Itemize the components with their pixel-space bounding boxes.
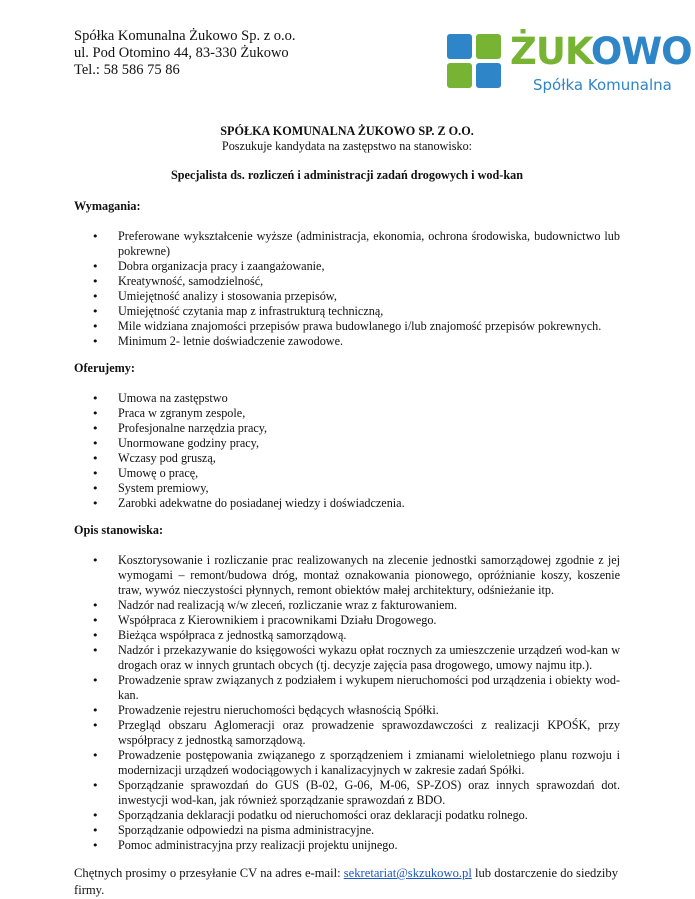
list-item: • Sporządzanie odpowiedzi na pisma administracyjne.	[74, 823, 620, 838]
list-item: • Sporządzania deklaracji podatku od nieruchomości oraz deklaracji podatku rolnego.	[74, 808, 620, 823]
list-item: • Pomoc administracyjna przy realizacji projektu unijnego.	[74, 838, 620, 853]
header-address-line: ul. Pod Otomino 44, 83-330 Żukowo	[74, 45, 289, 61]
description-title: Opis stanowiska:	[74, 523, 164, 537]
position-title: Specjalista ds. rozliczeń i administracji zadań drogowych i wod-kan	[171, 168, 523, 182]
document-subtitle: Poszukuje kandydata na zastępstwo na stanowisko:	[221, 139, 473, 153]
email-link[interactable]: sekretariat@skzukowo.pl	[343, 866, 472, 880]
header-phone: Tel.: 58 586 75 86	[74, 62, 180, 78]
list-item: • Prowadzenie postępowania związanego z sporządzeniem i zmianami wieloletniego planu rozwoju i modernizacji urządzeń wodociągowych i kanalizacyjnych w zakresie zadań Spółki.	[74, 748, 620, 778]
company-logo	[447, 30, 692, 100]
footer-text-after: lub dostarczenie do siedziby firmy.	[74, 866, 619, 897]
logo-squares-icon	[447, 34, 503, 90]
list-item: • Wczasy pod gruszą,	[74, 451, 620, 466]
requirements-list	[74, 229, 620, 349]
list-item: • Umowę o pracę,	[74, 466, 620, 481]
list-item: • Minimum 2- letnie doświadczenie zawodowe.	[74, 334, 620, 349]
list-item: • Prowadzenie spraw związanych z podziałem i wykupem nieruchomości pod urządzenia i obiekty wod-kan.	[74, 673, 620, 703]
list-item: • Kosztorysowanie i rozliczanie prac realizowanych na zlecenie jednostki samorządowej zgodnie z jej wymogami – remont/budowa dróg, montaż oznakowania pionowego, opróżnianie koszy, koszenie traw, wywóz nieczystości płynnych, remont obiektów małej architektury, odśnieżanie itp.	[74, 553, 620, 598]
description-list	[74, 553, 620, 853]
list-item: • Kreatywność, samodzielność,	[74, 274, 620, 289]
list-item: • Sporządzanie sprawozdań do GUS (B-02, G-06, M-06, SP-ZOS) oraz innych sprawozdań dot. inwestycji wod-kan, jak również sporządzanie sprawozdań z BDO.	[74, 778, 620, 808]
document-company: SPÓŁKA KOMUNALNA ŻUKOWO SP. Z O.O.	[220, 124, 474, 138]
offer-list	[74, 391, 620, 511]
list-item: • Przegląd obszaru Aglomeracji oraz prowadzenie sprawozdawczości z realizacji KPOŚK, przy współpracy z jednostką samorządową.	[74, 718, 620, 748]
document-body	[74, 124, 620, 899]
header-company: Spółka Komunalna Żukowo Sp. z o.o.	[74, 28, 296, 44]
header-address	[74, 28, 296, 79]
list-item: • Unormowane godziny pracy,	[74, 436, 620, 451]
logo-wordmark: ŻUKOWO	[510, 30, 692, 73]
list-item: • Współpraca z Kierownikiem i pracownikami Działu Drogowego.	[74, 613, 620, 628]
list-item: • Prowadzenie rejestru nieruchomości będących własnością Spółki.	[74, 703, 620, 718]
list-item: • Nadzór i przekazywanie do księgowości wykazu opłat rocznych za umieszczenie urządzeń wod-kan w drogach oraz w innych gruntach obcych (tj. decyzje zajęcia pasa drogowego, umowy najmu itp.).	[74, 643, 620, 673]
footer-text-before: Chętnych prosimy o przesyłanie CV na adres e-mail:	[74, 866, 344, 880]
footer-text	[74, 865, 620, 899]
list-item: • Nadzór nad realizacją w/w zleceń, rozliczanie wraz z fakturowaniem.	[74, 598, 620, 613]
list-item: • Praca w zgranym zespole,	[74, 406, 620, 421]
list-item: • Umiejętność analizy i stosowania przepisów,	[74, 289, 620, 304]
logo-subtitle: Spółka Komunalna	[533, 76, 672, 94]
list-item: • Umiejętność czytania map z infrastrukturą techniczną,	[74, 304, 620, 319]
list-item: • Profesjonalne narzędzia pracy,	[74, 421, 620, 436]
list-item: • Bieżąca współpraca z jednostką samorządową.	[74, 628, 620, 643]
offer-title: Oferujemy:	[74, 361, 135, 375]
requirements-title: Wymagania:	[74, 199, 141, 213]
list-item: • Zarobki adekwatne do posiadanej wiedzy i doświadczenia.	[74, 496, 620, 511]
list-item: • Mile widziana znajomości przepisów prawa budowlanego i/lub znajomość przepisów pokrewnych.	[74, 319, 620, 334]
list-item: • Preferowane wykształcenie wyższe (administracja, ekonomia, ochrona środowiska, budownictwo lub pokrewne)	[74, 229, 620, 259]
list-item: • System premiowy,	[74, 481, 620, 496]
list-item: • Dobra organizacja pracy i zaangażowanie,	[74, 259, 620, 274]
list-item: • Umowa na zastępstwo	[74, 391, 620, 406]
